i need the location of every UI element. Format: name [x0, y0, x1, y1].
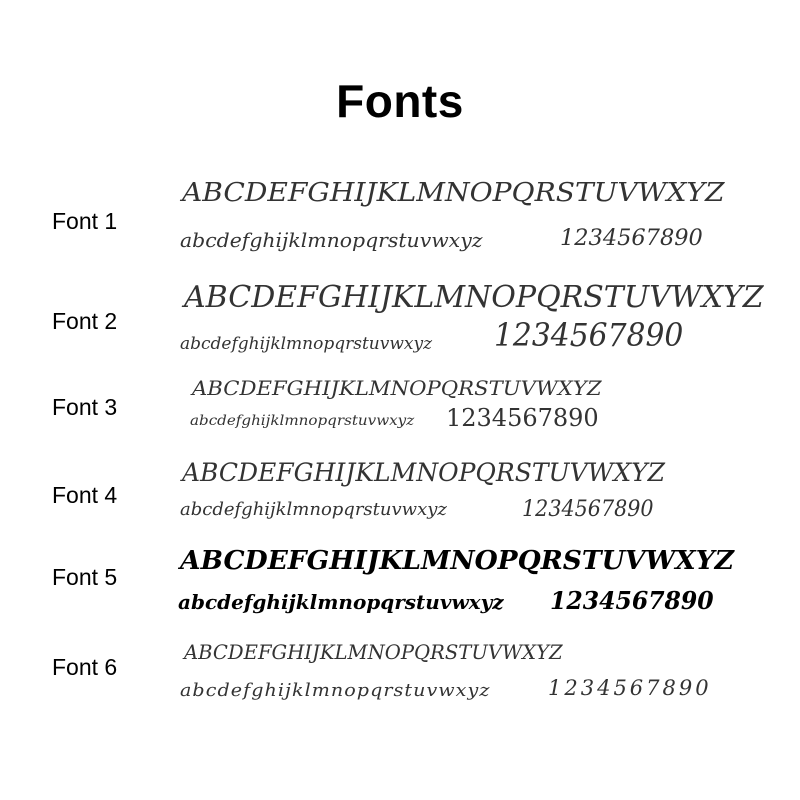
font-1-label: Font 1	[52, 208, 118, 234]
font-1-uppercase-sample: ABCDEFGHIJKLMNOPQRSTUVWXYZ	[182, 178, 725, 208]
font-4-lowercase-sample: abcdefghijklmnopqrstuvwxyz	[180, 499, 447, 520]
font-4-digits-sample: 1234567890	[522, 497, 654, 522]
page-title: Fonts	[336, 75, 464, 127]
font-6-digits-sample: 1234567890	[548, 676, 712, 700]
font-5-uppercase-sample: ABCDEFGHIJKLMNOPQRSTUVWXYZ	[180, 546, 735, 576]
font-6-label: Font 6	[52, 654, 118, 680]
font-6-lowercase-sample: abcdefghijklmnopqrstuvwxyz	[180, 680, 491, 701]
font-5-lowercase-sample: abcdefghijklmnopqrstuvwxyz	[178, 590, 504, 614]
font-1-digits-sample: 1234567890	[560, 226, 703, 251]
font-4-label: Font 4	[52, 482, 118, 508]
font-5-label: Font 5	[52, 564, 118, 590]
font-2-digits-sample: 1234567890	[494, 316, 684, 354]
font-4-uppercase-sample: ABCDEFGHIJKLMNOPQRSTUVWXYZ	[182, 458, 666, 487]
font-3-digits-sample: 1234567890	[446, 404, 599, 432]
font-3-uppercase-sample: ABCDEFGHIJKLMNOPQRSTUVWXYZ	[192, 376, 602, 400]
font-2-lowercase-sample: abcdefghijklmnopqrstuvwxyz	[180, 334, 433, 354]
font-3-lowercase-sample: abcdefghijklmnopqrstuvwxyz	[190, 413, 415, 429]
font-2-label: Font 2	[52, 308, 118, 334]
font-5-digits-sample: 1234567890	[550, 586, 714, 615]
font-3-label: Font 3	[52, 394, 118, 420]
font-6-uppercase-sample: ABCDEFGHIJKLMNOPQRSTUVWXYZ	[184, 640, 563, 664]
font-2-uppercase-sample: ABCDEFGHIJKLMNOPQRSTUVWXYZ	[184, 280, 764, 315]
font-1-lowercase-sample: abcdefghijklmnopqrstuvwxyz	[180, 228, 483, 252]
